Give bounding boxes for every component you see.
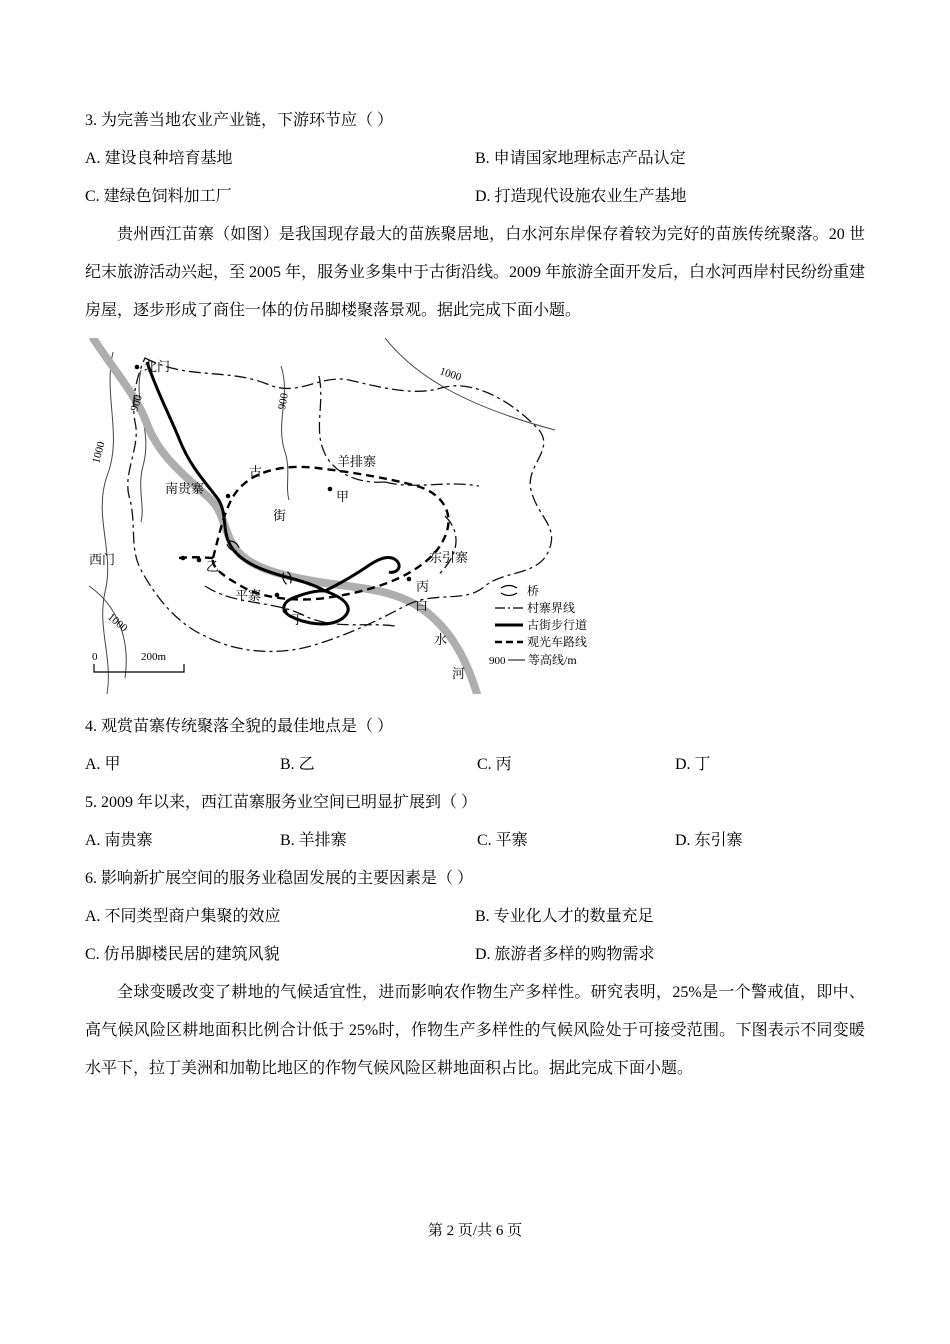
- label-river-shui: 水: [434, 632, 448, 647]
- contour-label-1000: 1000: [90, 440, 108, 465]
- point-marker-bing: [407, 577, 412, 582]
- question-5-option-a: A. 南贵寨: [85, 832, 153, 849]
- point-marker-west-gate: [181, 556, 186, 561]
- point-marker-jia: [328, 487, 333, 492]
- village-boundary-line: [128, 358, 552, 651]
- page-number: 第 2 页/共 6 页: [427, 1223, 523, 1239]
- label-river-bai: 白: [415, 598, 429, 613]
- label-river-he: 河: [452, 666, 466, 681]
- question-5: [85, 784, 865, 860]
- scale-zero: 0: [92, 651, 98, 663]
- contour-line: [281, 366, 289, 500]
- contour-line: [385, 338, 555, 430]
- question-3-option-d: D. 打造现代设施农业生产基地: [475, 188, 687, 205]
- question-4-option-d: D. 丁: [675, 756, 711, 773]
- legend-bridge-icon: [501, 586, 517, 596]
- label-pingzhai: 平寨: [235, 588, 262, 603]
- map-legend: [489, 583, 587, 667]
- question-3-option-a: A. 建设良种培育基地: [85, 150, 233, 167]
- point-marker-ding: [283, 609, 288, 614]
- old-street-walkway: [147, 362, 325, 591]
- miao-village-map: [87, 338, 611, 694]
- contour-label-1000: 1000: [105, 611, 130, 635]
- question-4-option-c: C. 丙: [477, 756, 512, 773]
- legend-bridge-label: 桥: [527, 584, 540, 598]
- question-5-stem: 5. 2009 年以来，西江苗寨服务业空间已明显扩展到（ ）: [85, 794, 478, 811]
- scale-200m: 200m: [141, 651, 167, 663]
- question-4-options: [85, 746, 865, 784]
- legend-sightseeing-route-label: 观光车路线: [527, 635, 588, 649]
- question-4-option-b: B. 乙: [280, 756, 315, 773]
- page-content: [85, 102, 865, 1088]
- village-boundary-line: [437, 516, 456, 576]
- label-nangui: 南贵寨: [165, 481, 205, 496]
- question-5-option-c: C. 平寨: [477, 832, 528, 849]
- label-west-gate: 西门: [89, 552, 116, 567]
- point-marker-pingzhai: [275, 593, 280, 598]
- point-marker-yi: [197, 558, 202, 563]
- legend-contour-label: 等高线/m: [528, 653, 577, 667]
- question-6-option-c: C. 仿吊脚楼民居的建筑风貌: [85, 946, 280, 963]
- question-4-option-a: A. 甲: [85, 756, 121, 773]
- legend-contour-value: 900: [489, 655, 506, 667]
- question-6-stem: 6. 影响新扩展空间的服务业稳固发展的主要因素是（ ）: [85, 870, 474, 887]
- question-6-options: [85, 898, 865, 974]
- label-jia: 甲: [336, 489, 350, 504]
- legend-old-street-label: 古街步行道: [527, 618, 588, 632]
- label-north-gate: 北门: [144, 359, 171, 374]
- question-3-option-c: C. 建绿色饲料加工厂: [85, 188, 232, 205]
- question-4-stem: 4. 观赏苗寨传统聚落全貌的最佳地点是（ ）: [85, 718, 394, 735]
- question-6: [85, 860, 865, 974]
- question-6-option-b: B. 专业化人才的数量充足: [475, 908, 654, 925]
- question-6-option-a: A. 不同类型商户集聚的效应: [85, 908, 281, 925]
- question-3-stem: 3. 为完善当地农业产业链，下游环节应（ ）: [85, 112, 394, 129]
- contour-label-1000: 1000: [438, 365, 463, 384]
- question-4: [85, 708, 865, 784]
- point-marker-nangui: [226, 494, 231, 499]
- miao-village-map-figure: [87, 338, 611, 694]
- label-dongyin: 东引寨: [429, 550, 469, 565]
- legend-village-boundary-label: 村寨界线: [527, 601, 576, 615]
- miao-intro-paragraph: 贵州西江苗寨（如图）是我国现存最大的苗族聚居地，白水河东岸保存着较为完好的苗族传统聚落。20 世纪末旅游活动兴起，至 2005 年，服务业多集中于古街沿线。2009 年旅游全面开发后，白水河西岸村民纷纷重建房屋，逐步形成了商住一体的仿吊脚楼聚落景观。据此完成下面小题。: [85, 226, 866, 319]
- label-gu: 古: [249, 464, 263, 479]
- label-bing: 丙: [416, 579, 430, 594]
- climate-intro-paragraph: 全球变暖改变了耕地的气候适宜性，进而影响农作物生产多样性。研究表明，25%是一个警戒值，即中、高气候风险区耕地面积比例合计低于 25%时，作物生产多样性的气候风险处于可接受范围。下图表示不同变暖水平下，拉丁美洲和加勒比地区的作物气候风险区耕地面积占比。据此完成下面小题。: [85, 984, 865, 1077]
- question-3: [85, 102, 865, 216]
- question-3-option-b: B. 申请国家地理标志产品认定: [475, 150, 686, 167]
- question-6-option-d: D. 旅游者多样的购物需求: [475, 946, 655, 963]
- label-yangpai: 羊排寨: [337, 454, 377, 469]
- question-3-options: [85, 140, 865, 216]
- contour-line: [102, 352, 113, 694]
- point-marker-north-gate: [135, 365, 140, 370]
- contour-label-900: 900: [128, 393, 145, 413]
- label-jie: 街: [273, 508, 287, 523]
- question-5-option-d: D. 东引寨: [675, 832, 743, 849]
- contour-label-900: 900: [276, 392, 291, 411]
- label-ding: 丁: [291, 612, 305, 627]
- label-yi: 乙: [206, 559, 220, 574]
- contour-line: [139, 370, 146, 522]
- question-5-options: [85, 822, 865, 860]
- question-5-option-b: B. 羊排寨: [280, 832, 347, 849]
